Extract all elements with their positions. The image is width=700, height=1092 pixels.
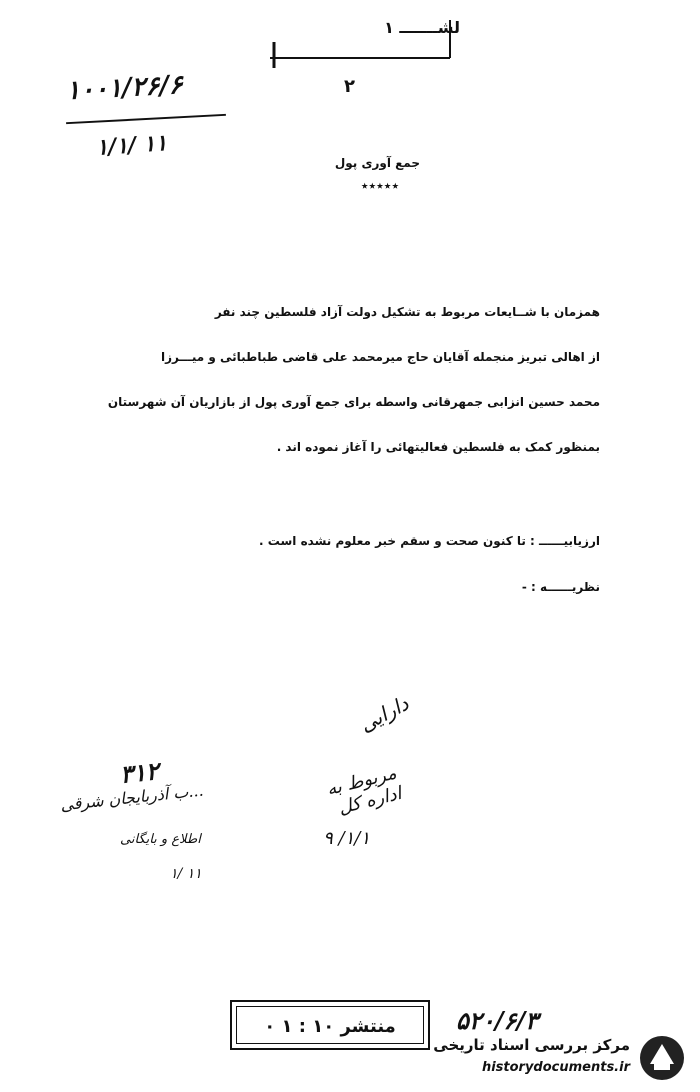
- handwritten-note-right: [300, 691, 413, 872]
- header-mark: [250, 12, 470, 97]
- watermark-url: historydocuments.ir: [481, 1060, 630, 1075]
- handwritten-line: ۱۱ /۱: [170, 866, 202, 882]
- handwritten-line: ۳۱۲: [118, 756, 161, 789]
- archive-watermark: [430, 1030, 690, 1086]
- reference-date: ۱/۱/ ۱۱: [95, 129, 168, 161]
- subject-separator: ٭٭٭٭٭: [360, 178, 400, 194]
- archive-logo-icon: [638, 1034, 686, 1082]
- watermark-name: مرکز بررسی اسناد تاریخی: [433, 1036, 630, 1054]
- body-line: بمنظور کمک به فلسطین فعالیتهائی را آغاز نموده اند .: [276, 440, 600, 454]
- header-mark-text: ﻟﺸـــــــ ۱: [384, 18, 460, 37]
- opinion-line: نظریــــــه : -: [521, 580, 600, 594]
- reference-divider: [66, 114, 226, 124]
- handwritten-line: مربوط به اداره کل: [324, 762, 404, 819]
- subject: جمع آوری پول: [334, 156, 420, 170]
- handwritten-line: دارایی: [355, 691, 413, 737]
- evaluation-line: ارزیابیــــــ : تا کنون صحت و سقم خبر معلوم نشده است .: [259, 534, 600, 548]
- body-line: از اهالی تبریز منجمله آقایان حاج میرمحمد علی قاضی طباطبائی و میـــرزا: [161, 350, 600, 364]
- page-number: ۲: [344, 76, 355, 97]
- file-number: ۵۲۰/۶/۳: [456, 1006, 538, 1035]
- handwritten-line: ...ب آذربایجان شرقی: [59, 780, 205, 815]
- body-line: محمد حسین انزابی جمهرقانی واسطه برای جمع آوری پول از بازاریان آن شهرستان: [107, 395, 600, 409]
- release-stamp: [230, 1000, 430, 1050]
- handwritten-note-left: [60, 758, 260, 898]
- body-line: همزمان با شــایعات مربوط به تشکیل دولت آزاد فلسطین چند نفر: [214, 305, 600, 319]
- reference-number: ۱۰۰۱/۲۶/۶: [65, 70, 184, 107]
- handwritten-line: اطلاع و بایگانی: [120, 832, 201, 847]
- stamp-text: منتشر ۱۰ : ۱ ۰: [264, 1016, 396, 1037]
- report-body: [100, 290, 600, 470]
- handwritten-line: ۱/۱/ ۹: [323, 828, 370, 849]
